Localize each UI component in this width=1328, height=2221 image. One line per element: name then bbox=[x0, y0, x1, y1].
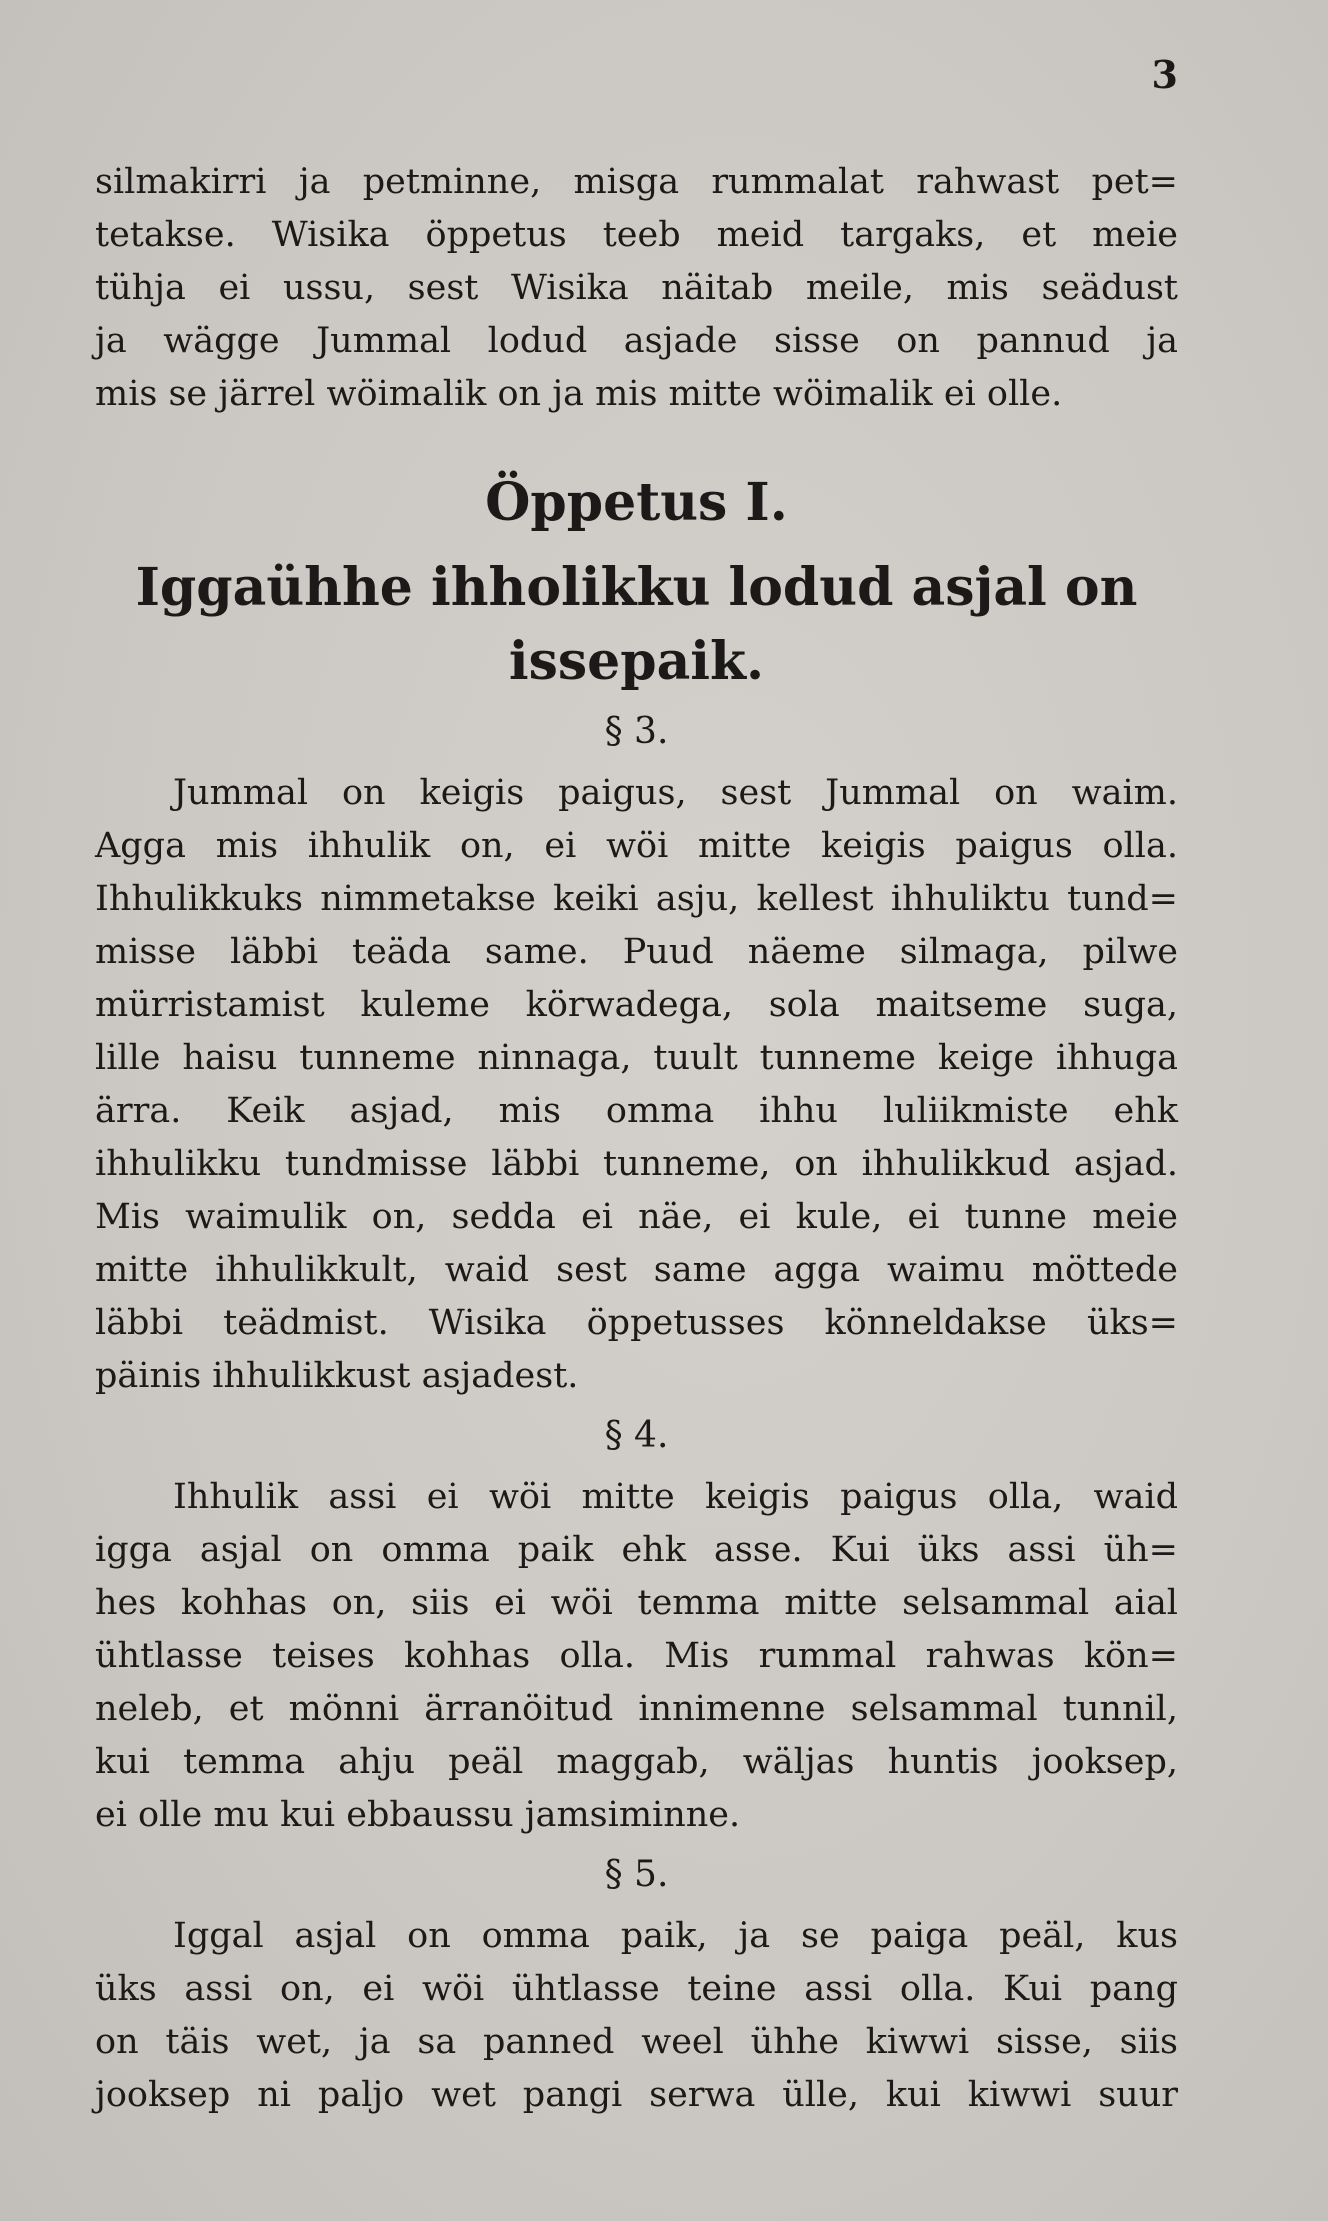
text-line: silmakirri ja petminne, misga rummalat rahwast pet= bbox=[95, 162, 1178, 202]
section-mark: § 4. bbox=[604, 1415, 669, 1456]
text-line: tühja ei ussu, sest Wisika näitab meile, mis seädust bbox=[95, 268, 1178, 308]
text-line: mürristamist kuleme körwadega, sola maitseme suga, bbox=[95, 985, 1178, 1025]
text-line: kui temma ahju peäl maggab, wäljas huntis jooksep, bbox=[95, 1742, 1178, 1782]
text-line: on täis wet, ja sa panned weel ühhe kiwwi sisse, siis bbox=[95, 2022, 1178, 2062]
lesson-title: Öppetus I. bbox=[485, 472, 788, 533]
text-line: Ihhulikkuks nimmetakse keiki asju, kellest ihhuliktu tund= bbox=[95, 879, 1178, 919]
text-line: Iggal asjal on omma paik, ja se paiga peäl, kus bbox=[173, 1916, 1178, 1956]
text-line: igga asjal on omma paik ehk asse. Kui üks assi üh= bbox=[95, 1530, 1178, 1570]
text-line: ei olle mu kui ebbaussu jamsiminne. bbox=[95, 1795, 741, 1835]
text-line: hes kohhas on, siis ei wöi temma mitte selsammal aial bbox=[95, 1583, 1178, 1623]
text-line: ühtlasse teises kohhas olla. Mis rummal rahwas kön= bbox=[95, 1636, 1178, 1676]
text-line: ja wägge Jummal lodud asjade sisse on pannud ja bbox=[95, 321, 1178, 361]
text-line: misse läbbi teäda same. Puud näeme silmaga, pilwe bbox=[95, 932, 1178, 972]
text-line: jooksep ni paljo wet pangi serwa ülle, kui kiwwi suur bbox=[95, 2075, 1178, 2115]
intro-paragraph bbox=[95, 156, 1178, 421]
text-line: mitte ihhulikkult, waid sest same agga waimu möttede bbox=[95, 1250, 1178, 1290]
text-line: ihhulikku tundmisse läbbi tunneme, on ihhulikkud asjad. bbox=[95, 1144, 1178, 1184]
text-line: mis se järrel wöimalik on ja mis mitte wöimalik ei olle. bbox=[95, 374, 1063, 414]
text-line: Jummal on keigis paigus, sest Jummal on waim. bbox=[173, 773, 1178, 813]
page-number: 3 bbox=[1151, 52, 1178, 97]
text-line: Mis waimulik on, sedda ei näe, ei kule, ei tunne meie bbox=[95, 1197, 1178, 1237]
section-paragraph bbox=[95, 1471, 1178, 1842]
section-mark: § 3. bbox=[604, 711, 669, 752]
text-line: lille haisu tunneme ninnaga, tuult tunneme keige ihhuga bbox=[95, 1038, 1178, 1078]
section-paragraph bbox=[95, 1910, 1178, 2122]
lesson-heading-line: Iggaühhe ihholikku lodud asjal on bbox=[135, 557, 1138, 618]
text-line: päinis ihhulikkust asjadest. bbox=[95, 1356, 579, 1396]
text-line: ärra. Keik asjad, mis omma ihhu luliikmiste ehk bbox=[95, 1091, 1178, 1131]
text-line: üks assi on, ei wöi ühtlasse teine assi olla. Kui pang bbox=[95, 1969, 1178, 2009]
section-mark: § 5. bbox=[604, 1854, 669, 1895]
text-line: neleb, et mönni ärranöitud innimenne selsammal tunnil, bbox=[95, 1689, 1178, 1729]
lesson-heading-line: issepaik. bbox=[508, 631, 765, 692]
text-line: tetakse. Wisika öppetus teeb meid targaks, et meie bbox=[95, 215, 1178, 255]
section-paragraph bbox=[95, 767, 1178, 1403]
text-line: läbbi teädmist. Wisika öppetusses könneldakse üks= bbox=[95, 1303, 1178, 1343]
lesson-heading bbox=[95, 551, 1178, 699]
text-line: Agga mis ihhulik on, ei wöi mitte keigis paigus olla. bbox=[95, 826, 1178, 866]
text-line: Ihhulik assi ei wöi mitte keigis paigus olla, waid bbox=[173, 1477, 1178, 1517]
